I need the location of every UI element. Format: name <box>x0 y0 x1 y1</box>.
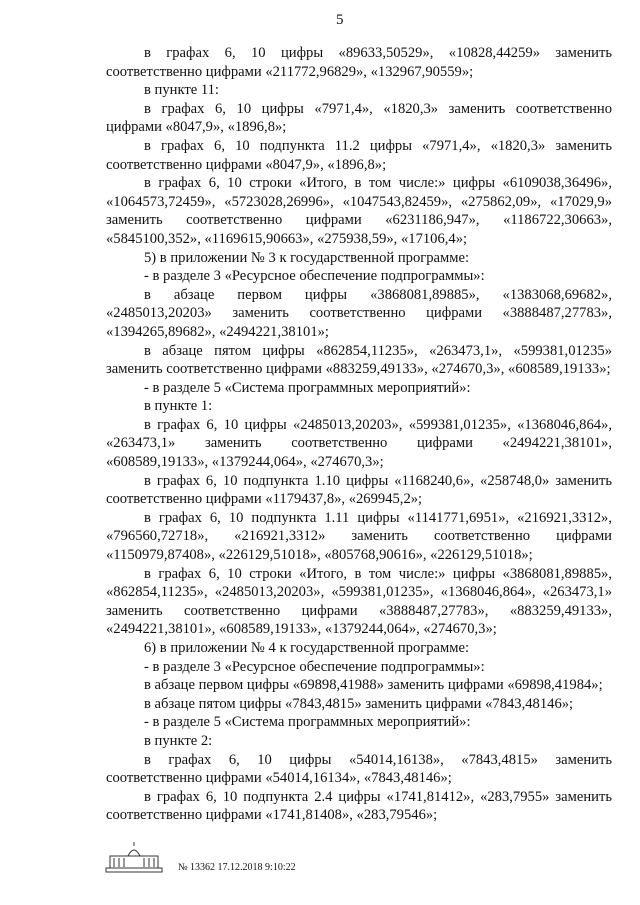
paragraph: в графах 6, 10 строки «Итого, в том числе:» цифры «6109038,36496», «1064573,72459», «5723028,26996», «1047543,82459», «275862,09», «17029,9» заменить соответственно цифрами «6231186,947», «1186722,30663», «5845100,352», «1169615,90663», «275938,59», «17106,4»; <box>106 175 612 247</box>
paragraph: в абзаце пятом цифры «7843,4815» заменить цифрами «7843,48146»; <box>144 695 574 712</box>
footer <box>104 840 296 876</box>
paragraph: в графах 6, 10 подпункта 1.10 цифры «1168240,6», «258748,0» заменить соответственно цифрами «1179437,8», «269945,2»; <box>106 472 612 508</box>
document-body <box>106 44 612 825</box>
document-registration-stamp: № 13362 17.12.2018 9:10:22 <box>178 861 296 873</box>
page-number: 5 <box>336 12 344 28</box>
paragraph: в абзаце первом цифры «3868081,89885», «1383068,69682», «2485013,20203» заменить соответственно цифрами «3888487,27783», «1394265,89682», «2494221,38101»; <box>106 286 612 340</box>
paragraph: в графах 6, 10 цифры «54014,16138», «7843,4815» заменить соответственно цифрами «54014,16134», «7843,48146»; <box>106 751 612 787</box>
paragraph: в графах 6, 10 подпункта 11.2 цифры «7971,4», «1820,3» заменить соответственно цифрами «8047,9», «1896,8»; <box>106 137 612 173</box>
paragraph: - в разделе 3 «Ресурсное обеспечение подпрограммы»: <box>144 658 485 675</box>
building-logo-icon <box>104 840 164 876</box>
paragraph: в графах 6, 10 подпункта 2.4 цифры «1741,81412», «283,7955» заменить соответственно цифрами «1741,81408», «283,79546»; <box>106 788 612 824</box>
paragraph: в абзаце пятом цифры «862854,11235», «263473,1», «599381,01235» заменить соответственно цифрами «883259,49133», «274670,3», «608589,19133»; <box>106 342 612 378</box>
paragraph: в графах 6, 10 цифры «7971,4», «1820,3» заменить соответственно цифрами «8047,9», «1896,8»; <box>106 100 612 136</box>
paragraph: в графах 6, 10 цифры «2485013,20203», «599381,01235», «1368046,864», «263473,1» заменить соответственно цифрами «2494221,38101», «608589,19133», «1379244,064», «274670,3»; <box>106 416 612 471</box>
paragraph: 5) в приложении № 3 к государственной программе: <box>144 249 470 266</box>
paragraph: в графах 6, 10 строки «Итого, в том числе:» цифры «3868081,89885», «862854,11235», «2485013,20203», «599381,01235», «1368046,864», «263473,1» заменить соответственно цифрами «3888487,27783», «883259,49133», «2494221,38101», «608589,19133», «1379244,064», «274670,3»; <box>106 565 612 638</box>
paragraph: в пункте 2: <box>144 732 213 749</box>
paragraph: - в разделе 5 «Система программных мероприятий»: <box>144 379 471 396</box>
paragraph: в графах 6, 10 подпункта 1.11 цифры «1141771,6951», «216921,3312», «796560,72718», «216921,3312» заменить соответственно цифрами «1150979,87408», «226129,51018», «805768,90616», «226129,51018»; <box>106 509 612 564</box>
paragraph: 6) в приложении № 4 к государственной программе: <box>144 640 470 656</box>
paragraph: - в разделе 3 «Ресурсное обеспечение подпрограммы»: <box>144 268 485 285</box>
paragraph: - в разделе 5 «Система программных мероприятий»: <box>144 714 471 731</box>
paragraph: в абзаце первом цифры «69898,41988» заменить цифрами «69898,41984»; <box>144 677 603 694</box>
paragraph: в пункте 11: <box>144 82 219 99</box>
paragraph: в графах 6, 10 цифры «89633,50529», «10828,44259» заменить соответственно цифрами «211772,96829», «132967,90559»; <box>106 45 612 80</box>
paragraph: в пункте 1: <box>144 398 213 415</box>
